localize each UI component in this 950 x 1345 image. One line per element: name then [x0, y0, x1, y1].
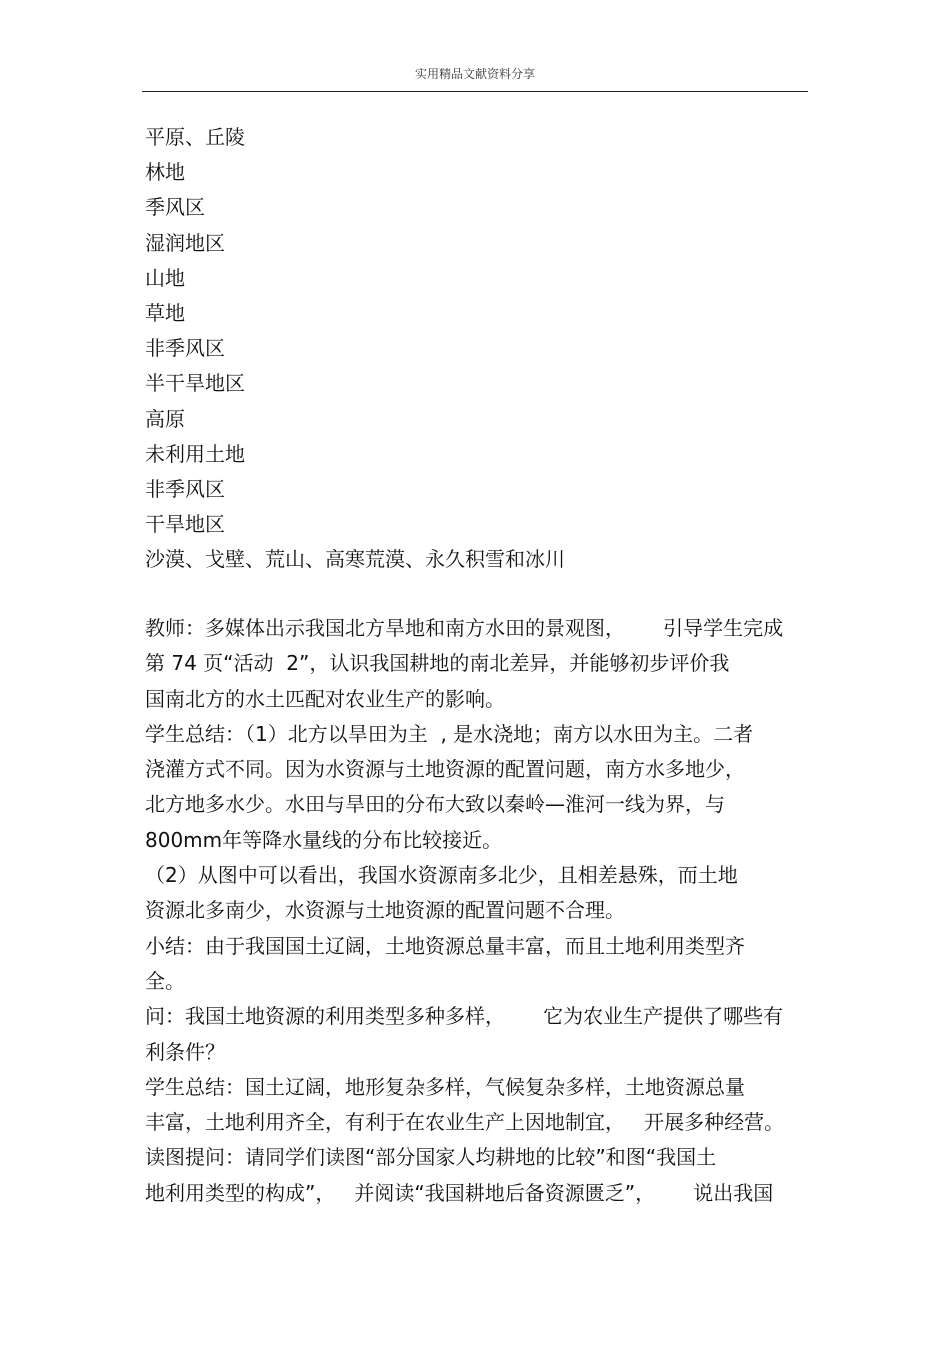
lesson-body-text — [145, 611, 825, 1211]
term-item: 林地 — [145, 160, 185, 185]
body-line: 小结：由于我国国土辽阔，土地资源总量丰富，而且土地利用类型齐 — [145, 933, 745, 958]
body-line: 第 74 页“活动 2”，认识我国耕地的南北差异，并能够初步评价我 — [145, 651, 730, 676]
land-type-term-list — [145, 120, 825, 577]
term-item: 平原、丘陵 — [145, 125, 245, 149]
body-line: 教师：多媒体出示我国北方旱地和南方水田的景观图， 引导学生完成 — [145, 616, 784, 640]
body-line: 北方地多水少。水田与旱田的分布大致以秦岭—淮河一线为界，与 — [145, 792, 725, 817]
term-item: 半干旱地区 — [145, 371, 245, 396]
body-line: 读图提问：请同学们读图“部分国家人均耕地的比较”和图“我国土 — [145, 1145, 717, 1170]
body-line: 学生总结：（1）北方以旱田为主 , 是水浇地；南方以水田为主。二者 — [145, 721, 754, 746]
term-item: 非季风区 — [145, 336, 225, 361]
body-line: 资源北多南少，水资源与土地资源的配置问题不合理。 — [145, 898, 625, 923]
body-line: （2）从图中可以看出，我国水资源南多北少，且相差悬殊，而土地 — [145, 863, 738, 888]
term-item: 季风区 — [145, 195, 205, 220]
header-divider — [142, 91, 808, 92]
term-item: 非季风区 — [145, 476, 225, 501]
term-item: 草地 — [145, 300, 185, 325]
body-line: 问：我国土地资源的利用类型多种多样， 它为农业生产提供了哪些有 — [145, 1004, 784, 1029]
body-line: 国南北方的水土匹配对农业生产的影响。 — [145, 686, 505, 711]
term-item: 湿润地区 — [145, 230, 225, 255]
term-item: 山地 — [145, 265, 185, 290]
body-line: 浇灌方式不同。因为水资源与土地资源的配置问题，南方水多地少， — [145, 757, 745, 782]
term-item: 沙漠、戈壁、荒山、高寒荒漠、永久积雪和冰川 — [145, 547, 565, 572]
body-line: 丰富，土地利用齐全，有利于在农业生产上因地制宜， 开展多种经营。 — [145, 1110, 785, 1135]
body-line: 全。 — [145, 968, 185, 993]
term-item: 未利用土地 — [145, 441, 245, 466]
body-line: 地利用类型的构成”， 并阅读“我国耕地后备资源匮乏”， 说出我国 — [145, 1180, 774, 1205]
term-item: 干旱地区 — [145, 512, 225, 537]
page-header: 实用精品文献资料分享 — [414, 67, 535, 81]
body-line: 利条件？ — [145, 1039, 225, 1064]
body-line: 800mm年等降水量线的分布比较接近。 — [145, 827, 503, 852]
body-line: 学生总结：国土辽阔，地形复杂多样，气候复杂多样，土地资源总量 — [145, 1074, 745, 1099]
term-item: 高原 — [145, 406, 185, 431]
